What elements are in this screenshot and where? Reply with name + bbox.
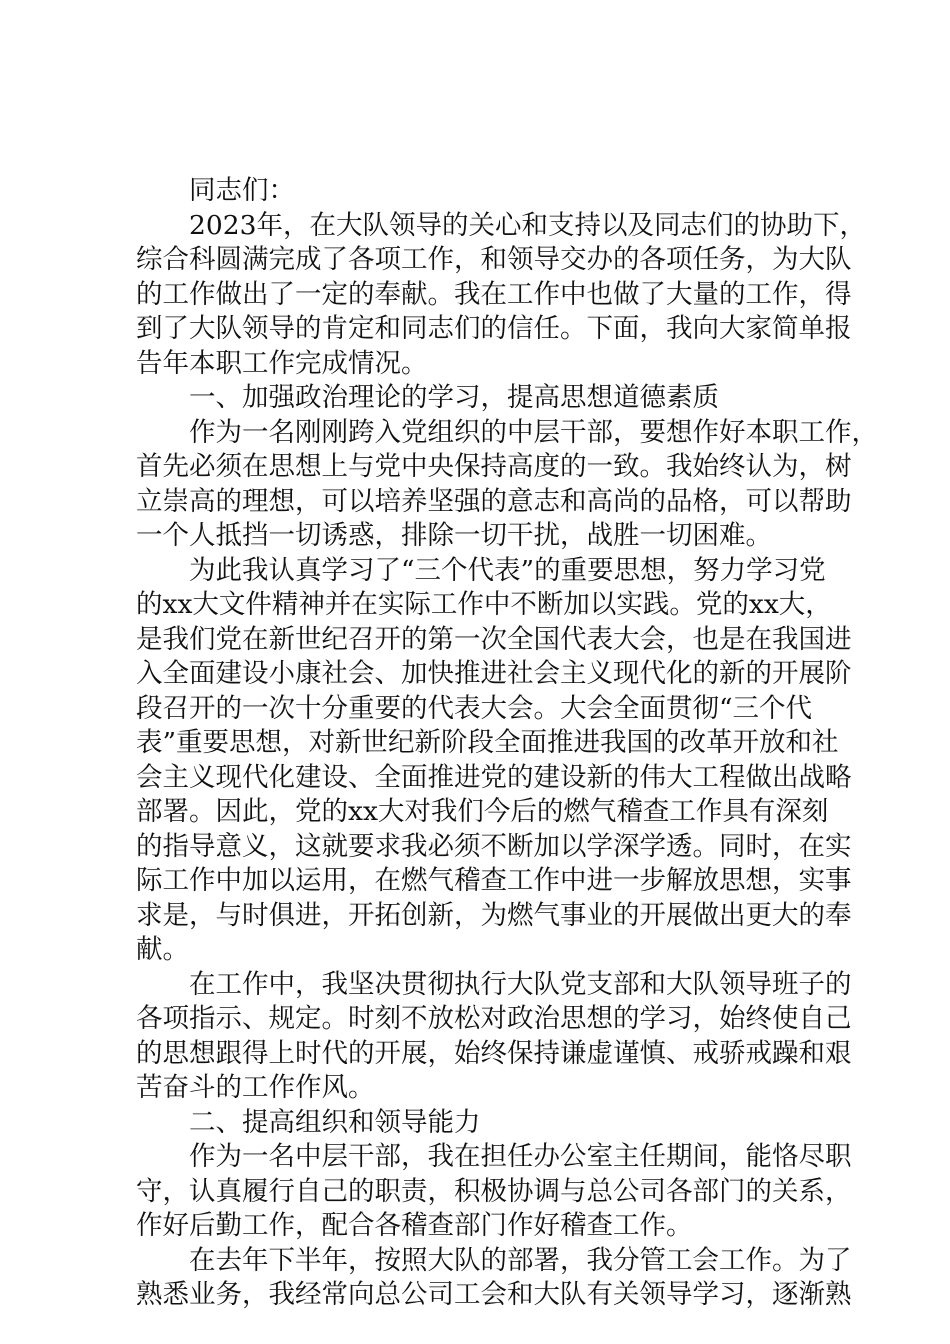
paragraph-line: 立崇高的理想，可以培养坚强的意志和高尚的品格，可以帮助 <box>136 485 852 517</box>
paragraph-line: 作好后勤工作，配合各稽查部门作好稽查工作。 <box>136 1210 693 1241</box>
paragraph-line: 际工作中加以运用，在燃气稽查工作中进一步解放思想，实事 <box>136 865 852 896</box>
paragraph-line: 到了大队领导的肯定和同志们的信任。下面，我向大家简单报 <box>136 313 852 344</box>
paragraph-line: 求是，与时俱进，开拓创新，为燃气事业的开展做出更大的奉 <box>136 899 852 931</box>
paragraph-line: 部署。因此，党的xx大对我们今后的燃气稽查工作具有深刻 <box>136 796 829 827</box>
paragraph-line: 的工作做出了一定的奉献。我在工作中也做了大量的工作，得 <box>136 278 852 310</box>
paragraph-line: 会主义现代化建设、全面推进党的建设新的伟大工程做出战略 <box>136 761 852 793</box>
paragraph-line: 在去年下半年，按照大队的部署，我分管工会工作。为了 <box>136 1244 852 1276</box>
paragraph-line: 2023年，在大队领导的关心和支持以及同志们的协助下， <box>136 209 866 241</box>
paragraph-line: 守，认真履行自己的职责，积极协调与总公司各部门的关系， <box>136 1175 852 1207</box>
paragraph-line: 入全面建设小康社会、加快推进社会主义现代化的新的开展阶 <box>136 658 852 689</box>
section-heading-1: 一、加强政治理论的学习，提高思想道德素质 <box>136 382 719 413</box>
paragraph-line: 的xx大文件精神并在实际工作中不断加以实践。党的xx大， <box>136 589 832 620</box>
paragraph-line: 苦奋斗的工作作风。 <box>136 1072 375 1103</box>
paragraph-line: 的指导意义，这就要求我必须不断加以学深学透。同时，在实 <box>136 830 852 862</box>
paragraph-line: 的思想跟得上时代的开展，始终保持谦虚谨慎、戒骄戒躁和艰 <box>136 1037 852 1069</box>
paragraph-line: 作为一名刚刚跨入党组织的中层干部，要想作好本职工作， <box>136 416 878 448</box>
paragraph-line: 综合科圆满完成了各项工作，和领导交办的各项任务，为大队 <box>136 244 852 275</box>
paragraph-line: 表”重要思想，对新世纪新阶段全面推进我国的改革开放和社 <box>136 727 839 758</box>
paragraph-line: 各项指示、规定。时刻不放松对政治思想的学习，始终使自己 <box>136 1003 852 1034</box>
paragraph-line: 段召开的一次十分重要的代表大会。大会全面贯彻“三个代 <box>136 692 813 724</box>
paragraph-line: 为此我认真学习了“三个代表”的重要思想，努力学习党 <box>136 554 826 586</box>
paragraph-line: 熟悉业务，我经常向总公司工会和大队有关领导学习，逐渐熟 <box>136 1279 852 1310</box>
paragraph-line: 一个人抵挡一切诱惑，排除一切干扰，战胜一切困难。 <box>136 520 772 551</box>
paragraph-line: 作为一名中层干部，我在担任办公室主任期间，能恪尽职 <box>136 1141 852 1172</box>
paragraph-line: 献。 <box>136 934 189 965</box>
paragraph-line: 首先必须在思想上与党中央保持高度的一致。我始终认为，树 <box>136 451 852 482</box>
paragraph-line: 告年本职工作完成情况。 <box>136 347 428 379</box>
section-heading-2: 二、提高组织和领导能力 <box>136 1106 481 1138</box>
paragraph-line: 在工作中，我坚决贯彻执行大队党支部和大队领导班子的 <box>136 968 852 1000</box>
paragraph-line: 是我们党在新世纪召开的第一次全国代表大会，也是在我国进 <box>136 623 852 655</box>
document-body <box>136 174 878 1313</box>
salutation-line: 同志们： <box>136 175 295 206</box>
